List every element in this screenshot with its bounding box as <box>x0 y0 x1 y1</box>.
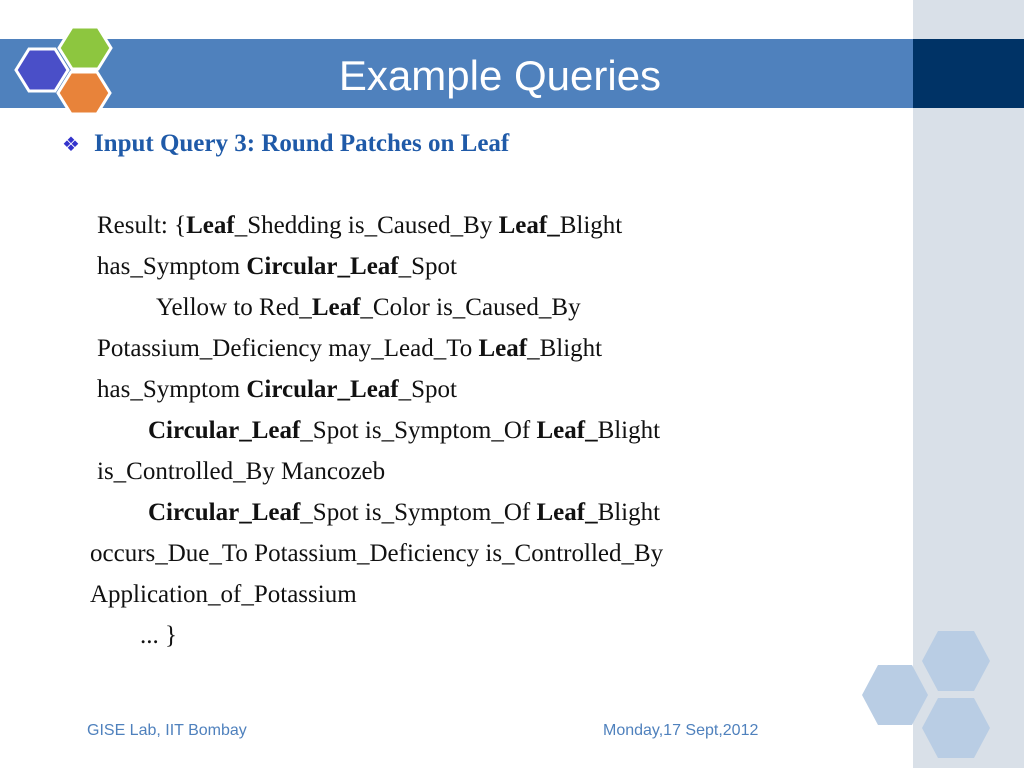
orange-hexagon <box>58 72 110 114</box>
text-run: _Spot is_Symptom_Of <box>300 417 537 444</box>
text-run: Result: { <box>97 212 187 239</box>
query-heading-row <box>62 126 509 162</box>
bold-term: Leaf <box>536 499 586 526</box>
text-run: Blight <box>597 417 661 444</box>
text-run: Potassium_Deficiency may_Lead_To <box>97 335 479 362</box>
bold-term: Leaf <box>350 253 399 280</box>
footer-lab-name: GISE Lab, IIT Bombay <box>87 722 247 739</box>
bold-term: Leaf <box>478 335 528 362</box>
bold-term: Leaf <box>251 417 301 444</box>
decorative-hexagons-icon <box>858 628 998 763</box>
bold-term: Leaf <box>350 376 399 403</box>
text-run: _Shedding is_Caused_By <box>234 212 499 239</box>
result-line-9 <box>90 538 663 570</box>
result-line-11 <box>140 620 177 652</box>
bold-term: Circular <box>246 376 338 403</box>
result-line-6 <box>148 415 660 447</box>
text-run: Blight <box>597 499 661 526</box>
blue-hexagon <box>16 49 68 91</box>
diamond-bullet-icon: ❖ <box>62 132 80 156</box>
result-line-4 <box>97 333 602 365</box>
bold-term: _ <box>337 253 351 280</box>
bold-term: Leaf <box>311 294 361 321</box>
green-hexagon <box>59 27 111 69</box>
slide-title: Example Queries <box>338 52 662 99</box>
bold-term: _ <box>547 212 560 239</box>
deco-hexagon-bottom <box>922 698 990 758</box>
text-run: has_Symptom <box>97 376 247 403</box>
text-run: _Color is_Caused_By <box>360 294 581 321</box>
bold-term: Circular <box>148 417 240 444</box>
result-line-5 <box>97 374 457 406</box>
text-run: occurs_Due_To Potassium_Deficiency is_Controlled_By <box>90 540 664 567</box>
text-run: _Spot is_Symptom_Of <box>300 499 537 526</box>
footer-date: Monday,17 Sept,2012 <box>603 722 759 739</box>
bold-term: Leaf <box>251 499 301 526</box>
result-line-8 <box>148 497 660 529</box>
query-heading: Input Query 3: Round Patches on Leaf <box>93 130 510 157</box>
bold-term: _ <box>585 499 598 526</box>
title-bar-accent <box>913 39 1024 108</box>
text-run: is_Controlled_By Mancozeb <box>97 458 386 485</box>
result-line-10 <box>90 579 357 611</box>
hexagon-logo-icon <box>10 22 120 127</box>
bold-term: Leaf <box>186 212 235 239</box>
bold-term: Circular <box>246 253 338 280</box>
result-line-3 <box>156 292 581 324</box>
bold-term: _ <box>239 417 252 444</box>
bold-term: Leaf <box>498 212 548 239</box>
text-run: _Spot <box>398 253 457 280</box>
result-line-2 <box>97 251 457 283</box>
text-run: _Spot <box>398 376 457 403</box>
text-run: _Blight <box>527 335 603 362</box>
bold-term: Circular <box>148 499 240 526</box>
result-line-1 <box>97 210 622 242</box>
bold-term: _ <box>239 499 252 526</box>
text-run: Blight <box>559 212 623 239</box>
bold-term: _ <box>337 376 351 403</box>
text-run: has_Symptom <box>97 253 247 280</box>
text-run: ... } <box>140 622 177 649</box>
bold-term: Leaf <box>536 417 586 444</box>
deco-hexagon-left <box>862 665 928 725</box>
result-line-7 <box>97 456 385 488</box>
text-run: Application_of_Potassium <box>90 581 357 608</box>
deco-hexagon-top <box>922 631 990 691</box>
bold-term: _ <box>585 417 598 444</box>
text-run: Yellow to Red_ <box>156 294 312 321</box>
